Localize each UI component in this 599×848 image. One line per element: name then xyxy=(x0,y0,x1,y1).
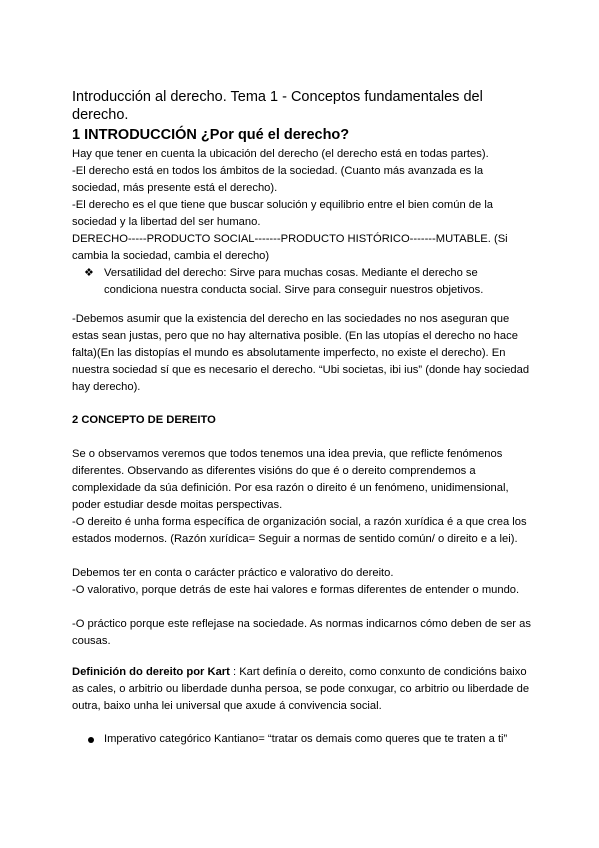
kart-definition-text: : Kart definía o dereito, como conxunto de condicións baixo as cales, o arbitrio ou liberdade dunha persoa, se pode conxugar, co arbitrio ou liberdade de outra, baixo unha lei universal que axude á convivencia social. xyxy=(72,666,530,712)
section-1-paragraph-1: Hay que tener en cuenta la ubicación del derecho (el derecho está en todas partes). xyxy=(72,148,489,160)
section-1-paragraph-5: -Debemos asumir que la existencia del derecho en las sociedades no nos aseguran que estas sean justas, pero que no hay alternativa posible. (En las utopías el derecho no hace falta)(En las distopías el mundo es absolutamente imperfecto, no existe el derecho). En nuestra sociedad sí que es necesario el derecho. “Ubi societas, ibi ius” (donde hay sociedad hay derecho). xyxy=(72,313,530,393)
section-2-paragraph-2: -O dereito é unha forma específica de organización social, a razón xurídica é a que crea los estados modernos. (Razón xurídica= Seguir a normas de sentido común/ o direito e a lei). xyxy=(72,516,527,545)
section-1-paragraph-2: -El derecho está en todos los ámbitos de la sociedad. (Cuanto más avanzada es la sociedad, más presente está el derecho). xyxy=(72,165,484,194)
section-2-heading: 2 CONCEPTO DE DEREITO xyxy=(72,414,216,426)
kart-definition-label: Definición do dereito por Kart xyxy=(72,666,230,678)
section-2-paragraph-3: Debemos ter en conta o carácter práctico e valorativo do dereito. xyxy=(72,567,394,579)
section-2-paragraph-5: -O práctico porque este reflejase na sociedade. As normas indicarnos cómo deben de ser as cousas. xyxy=(72,618,531,647)
section-1-paragraph-4: DERECHO-----PRODUCTO SOCIAL-------PRODUCTO HISTÓRICO-------MUTABLE. (Si cambia la sociedad, cambia el derecho) xyxy=(72,233,508,262)
round-bullet-icon xyxy=(88,737,94,743)
kart-definition-paragraph xyxy=(72,664,532,715)
section-1-paragraph-3: -El derecho es el que tiene que buscar solución y equilibrio entre el bien común de la sociedad y la libertad del ser humano. xyxy=(72,199,494,228)
list-item xyxy=(84,265,524,299)
list-item-text: Versatilidad del derecho: Sirve para muchas cosas. Mediante el derecho se condiciona nuestra conducta social. Sirve para conseguir nuestros objetivos. xyxy=(104,267,484,296)
diamond-bullet-icon: ❖ xyxy=(84,267,94,279)
list-item-text: Imperativo categórico Kantiano= “tratar os demais como queres que te traten a ti” xyxy=(104,733,508,745)
section-1-heading: 1 INTRODUCCIÓN ¿Por qué el derecho? xyxy=(72,127,350,143)
list-item xyxy=(84,731,524,748)
document-title: Introducción al derecho. Tema 1 - Conceptos fundamentales del derecho. xyxy=(72,89,483,123)
section-2-paragraph-4: -O valorativo, porque detrás de este hai valores e formas diferentes de entender o mundo. xyxy=(72,584,520,596)
section-2-paragraph-1: Se o observamos veremos que todos tenemos una idea previa, que reflicte fenómenos diferentes. Observando as diferentes visións do que é o dereito comprendemos a complexidade da súa definición. Por esa razón o direito é un fenómeno, unidimensional, poder estudiar desde moitas perspectivas. xyxy=(72,448,509,511)
